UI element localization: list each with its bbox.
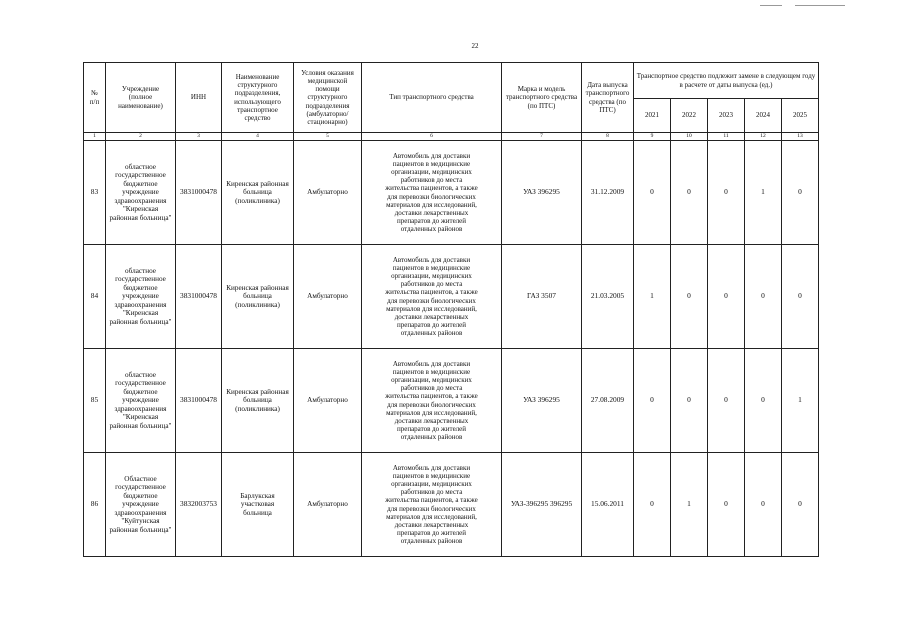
- year-value-cell: 0: [745, 245, 782, 349]
- inn-cell: 3831000478: [176, 349, 222, 453]
- row-number: 84: [84, 245, 106, 349]
- year-value-cell: 0: [634, 141, 671, 245]
- year-value-cell: 0: [671, 245, 708, 349]
- year-value-cell: 0: [708, 245, 745, 349]
- model-cell: УАЗ-396295 396295: [502, 453, 582, 557]
- care-cell: Амбулаторно: [294, 453, 362, 557]
- institution-cell: областное государственное бюджетное учреждение здравоохранения "Киренская районная больница": [106, 349, 176, 453]
- year-value-cell: 1: [745, 141, 782, 245]
- header-year: 2021: [634, 99, 671, 133]
- division-cell: Барлукская участковая больница: [222, 453, 294, 557]
- table-row: [84, 349, 819, 453]
- vehicle-purpose-cell: Автомобиль для доставки пациентов в медицинские организации, медицинских работников до места жительства пациентов, а также для перевозки биологических материалов для исследований, доставки лекарственных препаратов до жителей отдаленных районов: [362, 453, 502, 557]
- model-cell: УАЗ 396295: [502, 349, 582, 453]
- column-index: 9: [634, 133, 671, 141]
- table-row: [84, 141, 819, 245]
- release-date-cell: 21.03.2005: [582, 245, 634, 349]
- year-value-cell: 0: [782, 453, 819, 557]
- column-index: 5: [294, 133, 362, 141]
- year-value-cell: 0: [671, 141, 708, 245]
- column-index: 2: [106, 133, 176, 141]
- scan-artifact: [760, 5, 782, 6]
- header-num: № п/п: [84, 63, 106, 133]
- header-year: 2023: [708, 99, 745, 133]
- year-value-cell: 0: [745, 453, 782, 557]
- year-value-cell: 0: [782, 141, 819, 245]
- release-date-cell: 31.12.2009: [582, 141, 634, 245]
- care-cell: Амбулаторно: [294, 245, 362, 349]
- care-cell: Амбулаторно: [294, 349, 362, 453]
- header-year: 2025: [782, 99, 819, 133]
- year-value-cell: 1: [671, 453, 708, 557]
- year-value-cell: 1: [782, 349, 819, 453]
- year-value-cell: 0: [634, 453, 671, 557]
- inn-cell: 3832003753: [176, 453, 222, 557]
- release-date-cell: 15.06.2011: [582, 453, 634, 557]
- table-row: [84, 453, 819, 557]
- model-cell: УАЗ 396295: [502, 141, 582, 245]
- release-date-cell: 27.08.2009: [582, 349, 634, 453]
- year-value-cell: 0: [782, 245, 819, 349]
- header-care-conditions: Условия оказания медицинской помощи структурного подразделения (амбулаторно/ стационарно): [294, 63, 362, 133]
- row-number: 86: [84, 453, 106, 557]
- care-cell: Амбулаторно: [294, 141, 362, 245]
- inn-cell: 3831000478: [176, 141, 222, 245]
- year-value-cell: 1: [634, 245, 671, 349]
- division-cell: Киренская районная больница (поликлиника): [222, 245, 294, 349]
- vehicle-purpose-cell: Автомобиль для доставки пациентов в медицинские организации, медицинских работников до места жительства пациентов, а также для перевозки биологических материалов для исследований, доставки лекарственных препаратов до жителей отдаленных районов: [362, 245, 502, 349]
- column-index: 7: [502, 133, 582, 141]
- header-vehicle-type: Тип транспортного средства: [362, 63, 502, 133]
- column-index: 6: [362, 133, 502, 141]
- scan-artifact: [795, 5, 845, 6]
- division-cell: Киренская районная больница (поликлиника): [222, 141, 294, 245]
- model-cell: ГАЗ 3507: [502, 245, 582, 349]
- column-index: 11: [708, 133, 745, 141]
- year-value-cell: 0: [708, 141, 745, 245]
- column-index: 12: [745, 133, 782, 141]
- column-index: 10: [671, 133, 708, 141]
- header-inn: ИНН: [176, 63, 222, 133]
- year-value-cell: 0: [745, 349, 782, 453]
- institution-cell: областное государственное бюджетное учреждение здравоохранения "Киренская районная больница": [106, 141, 176, 245]
- column-index: 1: [84, 133, 106, 141]
- column-index: 3: [176, 133, 222, 141]
- vehicle-purpose-cell: Автомобиль для доставки пациентов в медицинские организации, медицинских работников до места жительства пациентов, а также для перевозки биологических материалов для исследований, доставки лекарственных препаратов до жителей отдаленных районов: [362, 349, 502, 453]
- header-division: Наименование структурного подразделения, использующего транспортное средство: [222, 63, 294, 133]
- year-value-cell: 0: [708, 453, 745, 557]
- header-brand-model: Марка и модель транспортного средства (по ПТС): [502, 63, 582, 133]
- row-number: 85: [84, 349, 106, 453]
- year-value-cell: 0: [671, 349, 708, 453]
- column-index-row: [84, 133, 819, 141]
- year-value-cell: 0: [634, 349, 671, 453]
- header-release-date: Дата выпуска транспортного средства (по ПТС): [582, 63, 634, 133]
- vehicle-replacement-table: [83, 62, 819, 557]
- institution-cell: Областное государственное бюджетное учреждение здравоохранения "Куйтунская районная больница": [106, 453, 176, 557]
- table-row: [84, 245, 819, 349]
- page-number: 22: [471, 42, 479, 50]
- division-cell: Киренская районная больница (поликлиника): [222, 349, 294, 453]
- year-value-cell: 0: [708, 349, 745, 453]
- column-index: 13: [782, 133, 819, 141]
- vehicle-purpose-cell: Автомобиль для доставки пациентов в медицинские организации, медицинских работников до места жительства пациентов, а также для перевозки биологических материалов для исследований, доставки лекарственных препаратов до жителей отдаленных районов: [362, 141, 502, 245]
- inn-cell: 3831000478: [176, 245, 222, 349]
- header-year: 2022: [671, 99, 708, 133]
- column-index: 4: [222, 133, 294, 141]
- column-index: 8: [582, 133, 634, 141]
- institution-cell: областное государственное бюджетное учреждение здравоохранения "Киренская районная больница": [106, 245, 176, 349]
- header-year: 2024: [745, 99, 782, 133]
- row-number: 83: [84, 141, 106, 245]
- header-institution: Учреждение (полное наименование): [106, 63, 176, 133]
- header-replacement-group: Транспортное средство подлежит замене в следующем году в расчете от даты выпуска (ед.): [634, 63, 819, 99]
